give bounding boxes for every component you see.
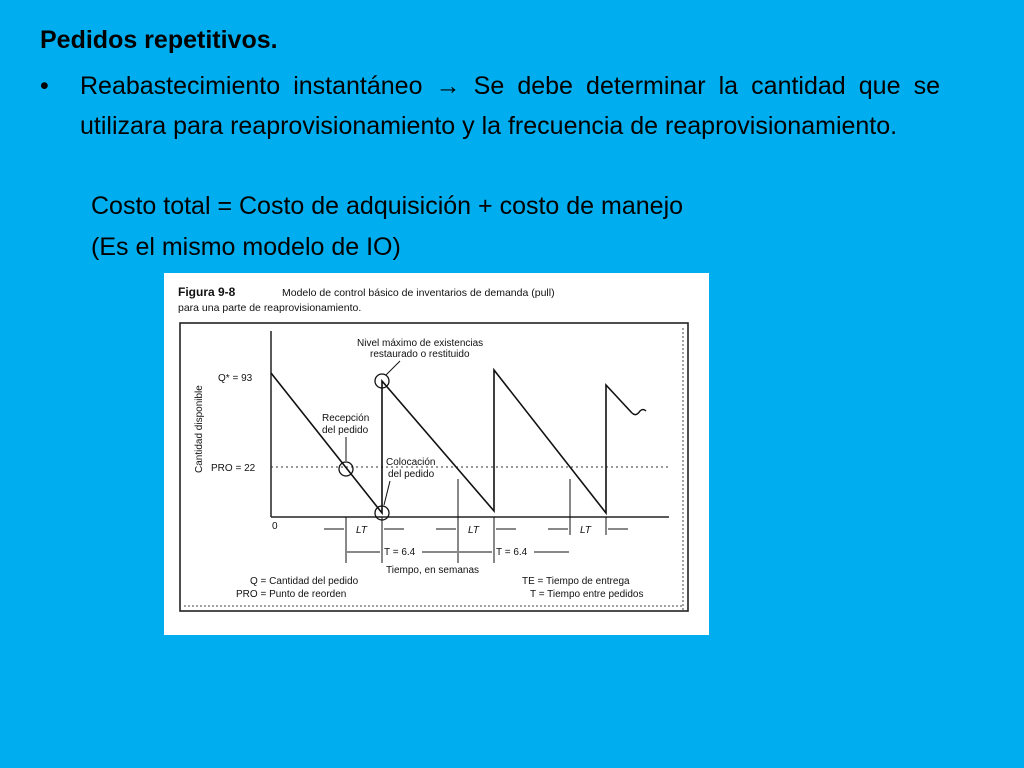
pro-level-label: PRO = 22 <box>211 463 256 474</box>
bullet-symbol: • <box>40 72 49 100</box>
legend-te: TE = Tiempo de entrega <box>522 576 630 587</box>
lt-label-3: LT <box>580 525 591 536</box>
legend-pro: PRO = Punto de reorden <box>236 589 347 600</box>
bullet-item <box>40 66 940 146</box>
legend-t: T = Tiempo entre pedidos <box>530 589 644 600</box>
zero-label: 0 <box>272 521 278 532</box>
x-axis-label: Tiempo, en semanas <box>386 565 480 576</box>
annotation-reception-line1: Recepción <box>322 413 370 424</box>
lt-label-2: LT <box>468 525 479 536</box>
slide-title: Pedidos repetitivos. <box>40 26 278 54</box>
inventory-diagram <box>164 273 709 635</box>
annotation-max-line2: restaurado o restituido <box>370 349 470 360</box>
legend-q: Q = Cantidad del pedido <box>250 576 359 587</box>
inventory-figure <box>164 273 709 635</box>
figure-caption-line2: para una parte de reaprovisionamiento. <box>178 302 362 314</box>
annotation-max-line1: Nivel máximo de existencias <box>357 338 484 349</box>
bullet-text: Reabastecimiento instantáneo → Se debe determinar la cantidad que se utilizara para reaprovisionamiento y la frecuencia de reaprovisionamiento. <box>80 72 940 140</box>
annotation-placement-line2: del pedido <box>388 469 435 480</box>
reception-circle <box>339 462 353 476</box>
arrow-max <box>386 361 400 375</box>
t-label-2: T = 6.4 <box>496 547 528 558</box>
annotation-reception-line2: del pedido <box>322 425 369 436</box>
cost-formula: Costo total = Costo de adquisición + costo de manejo <box>91 192 684 220</box>
model-note: (Es el mismo modelo de IO) <box>91 233 401 261</box>
figure-caption-line1: Modelo de control básico de inventarios de demanda (pull) <box>282 287 555 299</box>
q-level-label: Q* = 93 <box>218 373 253 384</box>
annotation-placement-line1: Colocación <box>386 457 436 468</box>
inventory-curve <box>271 370 632 513</box>
t-label-1: T = 6.4 <box>384 547 416 558</box>
curve-tail <box>632 410 646 415</box>
figure-label: Figura 9-8 <box>178 285 236 299</box>
arrow-placement <box>384 481 390 505</box>
y-axis-label: Cantidad disponible <box>194 385 205 473</box>
lt-label-1: LT <box>356 525 367 536</box>
